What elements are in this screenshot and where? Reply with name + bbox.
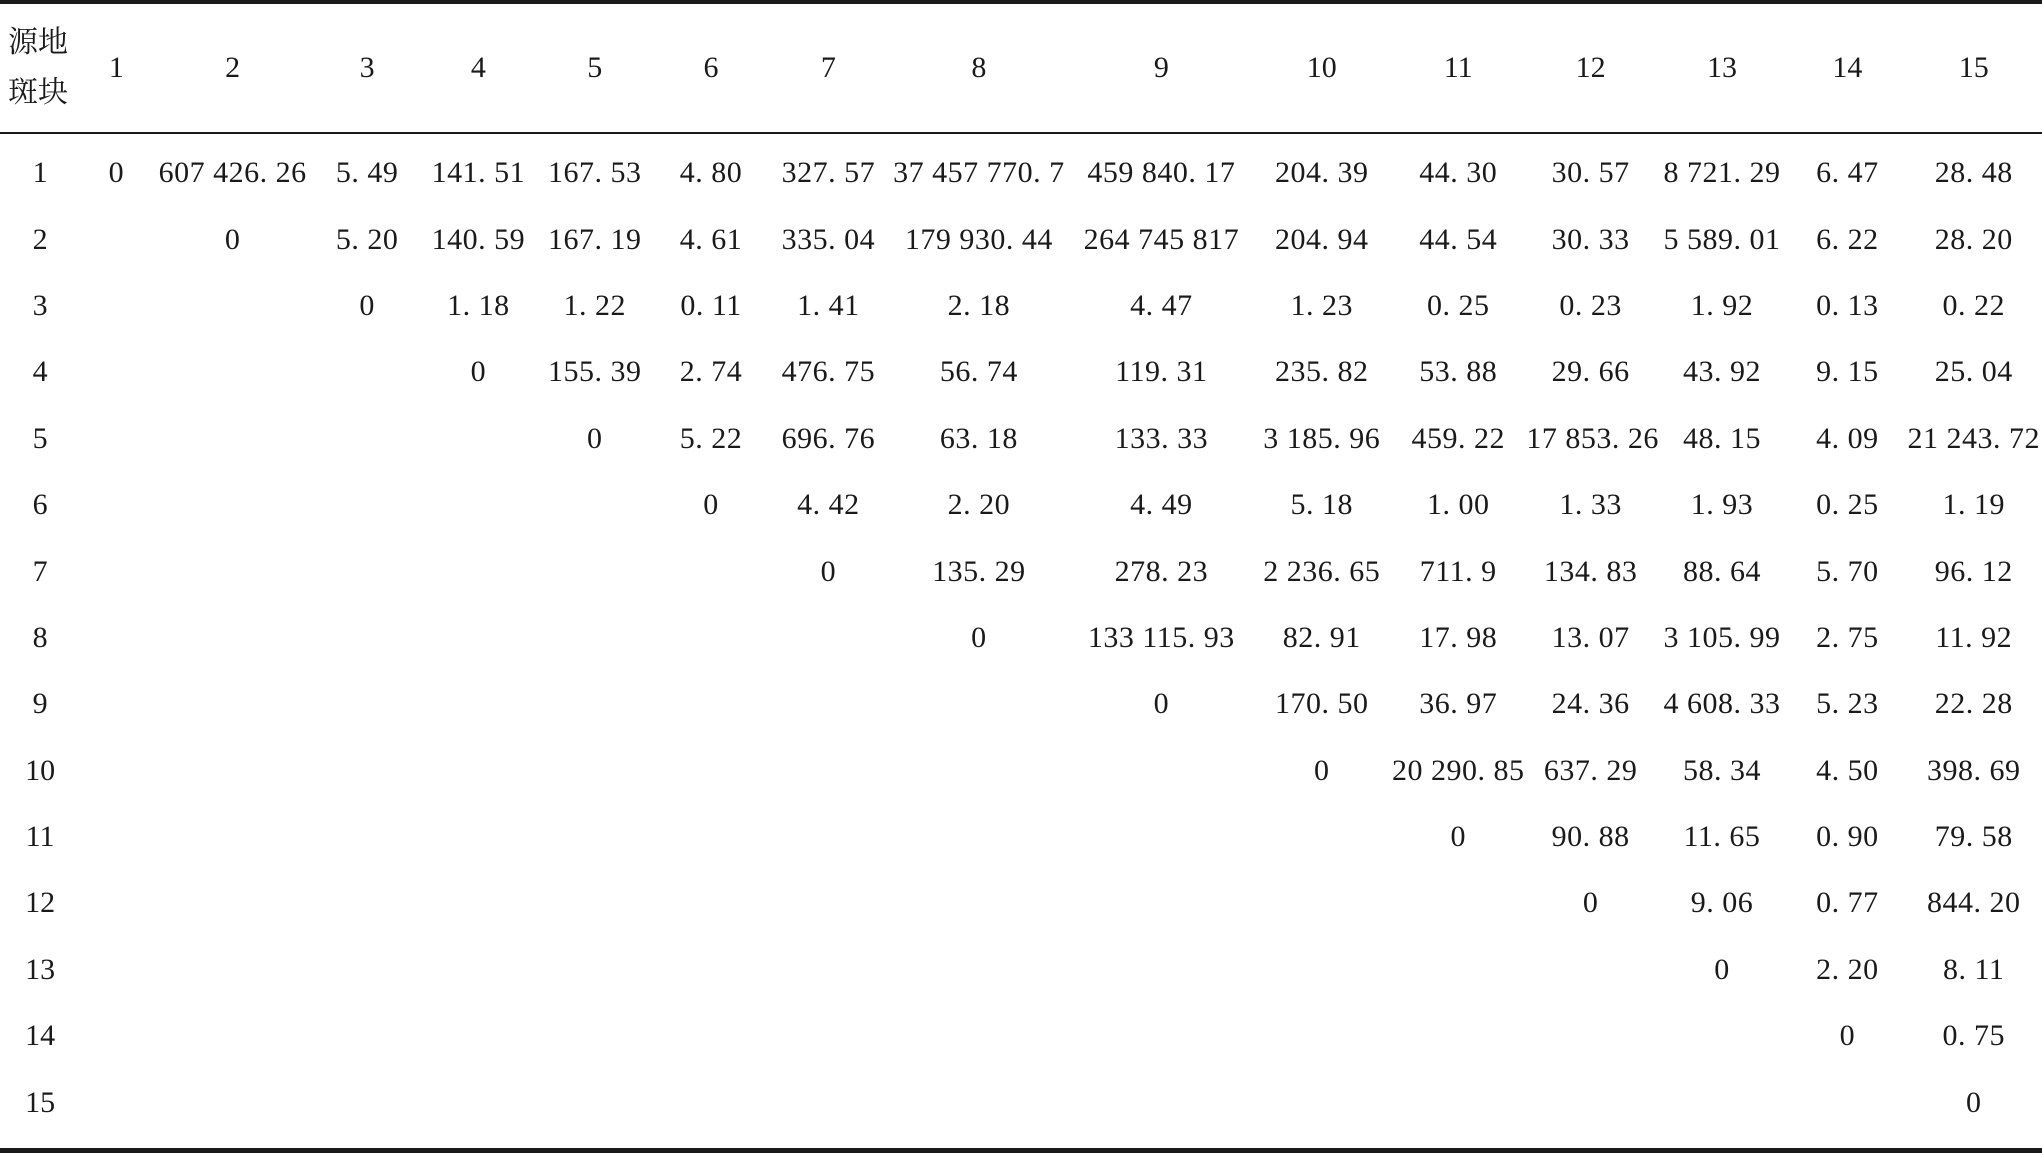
table-cell: 170. 50 xyxy=(1275,687,1369,721)
table-cell xyxy=(654,738,768,804)
table-cell: 134. 83 xyxy=(1543,554,1638,588)
table-cell xyxy=(152,538,312,604)
table-cell: 0 xyxy=(1314,753,1330,787)
table-cell xyxy=(80,605,152,671)
table-cell: 2 236. 65 xyxy=(1263,554,1381,588)
table-cell xyxy=(768,671,888,737)
table-cell: 0 xyxy=(971,620,987,654)
table-cell: 0. 75 xyxy=(1942,1019,2005,1053)
table-cell xyxy=(421,406,535,472)
table-cell xyxy=(80,273,152,339)
table-cell: 0. 23 xyxy=(1559,288,1622,322)
table-cell: 4. 42 xyxy=(797,488,860,522)
table-cell xyxy=(768,937,888,1003)
table-cell xyxy=(152,605,312,671)
row-label: 8 xyxy=(32,620,48,654)
table-cell xyxy=(536,937,654,1003)
table-cell xyxy=(80,671,152,737)
table-cell xyxy=(1390,937,1526,1003)
table-cell: 4. 47 xyxy=(1130,288,1193,322)
table-cell xyxy=(421,738,535,804)
table-cell: 44. 54 xyxy=(1419,222,1498,256)
table-cell xyxy=(768,870,888,936)
table-cell xyxy=(536,870,654,936)
table-cell xyxy=(768,804,888,870)
table-cell xyxy=(313,870,421,936)
row-label: 11 xyxy=(25,820,55,854)
table-cell xyxy=(536,1069,654,1135)
table-cell: 1. 41 xyxy=(797,288,860,322)
table-cell: 179 930. 44 xyxy=(904,222,1053,256)
table-cell: 0 xyxy=(1714,952,1730,986)
table-cell: 58. 34 xyxy=(1682,753,1761,787)
table-cell: 56. 74 xyxy=(939,355,1018,389)
table-cell xyxy=(80,406,152,472)
table-cell: 0. 90 xyxy=(1816,820,1879,854)
table-cell: 28. 20 xyxy=(1934,222,2013,256)
table-cell: 11. 65 xyxy=(1683,820,1761,854)
table-cell xyxy=(536,605,654,671)
table-cell: 1. 92 xyxy=(1690,288,1754,322)
column-header: 3 xyxy=(359,51,375,84)
table-cell: 11. 92 xyxy=(1935,620,2013,654)
table-cell xyxy=(889,1069,1070,1135)
table-cell: 2. 20 xyxy=(947,488,1011,522)
table-cell: 79. 58 xyxy=(1934,820,2013,854)
table-cell xyxy=(768,605,888,671)
table-cell xyxy=(1069,870,1254,936)
table-cell: 204. 94 xyxy=(1275,222,1369,256)
table-cell xyxy=(313,339,421,405)
table-cell: 3 105. 99 xyxy=(1663,620,1781,654)
table-cell xyxy=(1254,937,1390,1003)
table-cell: 0. 25 xyxy=(1816,488,1879,522)
table-cell: 44. 30 xyxy=(1419,156,1498,190)
table-cell: 119. 31 xyxy=(1115,355,1208,389)
table-cell: 13. 07 xyxy=(1551,620,1630,654)
table-cell xyxy=(421,870,535,936)
row-label: 10 xyxy=(25,753,56,787)
table-cell: 5. 18 xyxy=(1290,488,1354,522)
resistance-matrix-table xyxy=(0,4,2042,1136)
table-cell: 0. 22 xyxy=(1942,288,2005,322)
table-cell: 264 745 817 xyxy=(1083,222,1240,256)
table-cell: 48. 15 xyxy=(1682,421,1761,455)
table-cell: 5. 70 xyxy=(1816,554,1879,588)
table-cell: 140. 59 xyxy=(431,222,526,256)
row-label: 12 xyxy=(25,886,56,920)
table-cell: 88. 64 xyxy=(1682,554,1761,588)
table-cell xyxy=(654,538,768,604)
table-cell xyxy=(80,1003,152,1069)
table-cell: 5. 22 xyxy=(679,421,743,455)
table-cell: 1. 19 xyxy=(1942,488,2005,522)
row-label: 2 xyxy=(32,222,48,256)
table-cell xyxy=(768,1003,888,1069)
table-cell: 141. 51 xyxy=(431,156,526,190)
table-cell: 0 xyxy=(108,156,125,190)
row-label: 9 xyxy=(32,687,48,721)
table-cell xyxy=(313,538,421,604)
table-cell xyxy=(80,870,152,936)
table-cell: 696. 76 xyxy=(781,421,876,455)
table-cell: 1. 18 xyxy=(447,288,510,322)
row-label: 13 xyxy=(25,952,56,986)
table-cell xyxy=(1526,1069,1654,1135)
table-cell: 96. 12 xyxy=(1934,554,2013,588)
column-header: 8 xyxy=(971,51,987,84)
table-cell: 43. 92 xyxy=(1682,355,1761,389)
corner-bottom-label: 斑块 xyxy=(8,75,68,110)
table-cell xyxy=(152,870,312,936)
row-label: 6 xyxy=(32,488,48,522)
table-cell: 0 xyxy=(1965,1085,1982,1119)
row-label: 7 xyxy=(32,554,48,588)
table-cell: 30. 33 xyxy=(1551,222,1630,256)
table-row xyxy=(0,273,2042,339)
header-row xyxy=(0,4,2042,132)
table-cell xyxy=(313,937,421,1003)
table-cell: 5. 49 xyxy=(335,156,399,190)
table-cell xyxy=(1069,804,1254,870)
table-cell: 2. 18 xyxy=(947,288,1011,322)
table-cell: 36. 97 xyxy=(1419,687,1498,721)
table-cell: 0 xyxy=(1153,687,1170,721)
table-cell: 0 xyxy=(470,355,487,389)
table-cell: 8. 11 xyxy=(1943,952,2005,986)
table-cell: 6. 22 xyxy=(1816,222,1879,256)
table-cell xyxy=(313,406,421,472)
table-cell xyxy=(152,273,312,339)
column-header: 15 xyxy=(1958,51,1989,84)
table-cell: 4. 09 xyxy=(1816,421,1879,455)
table-cell xyxy=(313,472,421,538)
table-cell xyxy=(152,738,312,804)
table-cell xyxy=(536,738,654,804)
table-cell xyxy=(1390,1069,1526,1135)
table-row xyxy=(0,1003,2042,1069)
table-cell xyxy=(654,1069,768,1135)
table-cell: 459 840. 17 xyxy=(1087,156,1236,190)
table-cell: 0. 11 xyxy=(680,288,742,322)
table-cell xyxy=(1069,937,1254,1003)
table-cell xyxy=(889,937,1070,1003)
table-cell xyxy=(1069,1069,1254,1135)
table-cell xyxy=(889,1003,1070,1069)
table-row xyxy=(0,870,2042,936)
table-cell: 476. 75 xyxy=(781,355,876,389)
table-cell: 2. 20 xyxy=(1816,952,1879,986)
table-cell xyxy=(654,804,768,870)
table-cell xyxy=(313,1003,421,1069)
table-cell xyxy=(80,738,152,804)
table-cell: 5 589. 01 xyxy=(1663,222,1781,256)
table-cell: 9. 15 xyxy=(1816,355,1879,389)
table-cell: 0. 77 xyxy=(1816,886,1879,920)
table-cell xyxy=(1390,870,1526,936)
table-cell: 278. 23 xyxy=(1114,554,1209,588)
table-cell: 167. 53 xyxy=(547,156,642,190)
table-cell xyxy=(152,671,312,737)
corner-header xyxy=(0,4,80,132)
table-cell: 4. 80 xyxy=(679,156,743,190)
table-cell: 9. 06 xyxy=(1690,886,1754,920)
table-cell: 0 xyxy=(1839,1019,1856,1053)
table-cell: 155. 39 xyxy=(547,355,642,389)
bottom-rule xyxy=(0,1148,2042,1153)
table-cell xyxy=(80,937,152,1003)
table-cell: 335. 04 xyxy=(781,222,876,256)
table-cell: 1. 22 xyxy=(563,288,626,322)
column-header: 5 xyxy=(587,51,603,84)
table-cell: 0 xyxy=(1582,886,1599,920)
table-row xyxy=(0,538,2042,604)
corner-top-label: 源地 xyxy=(8,25,68,60)
table-cell xyxy=(421,1069,535,1135)
table-cell: 0. 25 xyxy=(1426,288,1490,322)
table-cell xyxy=(313,804,421,870)
table-row xyxy=(0,804,2042,870)
table-cell: 8 721. 29 xyxy=(1663,156,1781,190)
table-cell xyxy=(654,937,768,1003)
column-header: 11 xyxy=(1443,51,1473,84)
table-row xyxy=(0,937,2042,1003)
table-cell: 0 xyxy=(703,488,719,522)
table-row xyxy=(0,406,2042,472)
table-cell xyxy=(80,206,152,272)
table-cell xyxy=(1526,1003,1654,1069)
table-cell: 0 xyxy=(224,222,241,256)
table-cell: 133. 33 xyxy=(1114,421,1209,455)
table-cell xyxy=(889,738,1070,804)
table-row xyxy=(0,132,2042,206)
table-cell xyxy=(536,472,654,538)
table-cell: 53. 88 xyxy=(1419,355,1498,389)
table-cell: 1. 33 xyxy=(1559,488,1622,522)
table-cell: 28. 48 xyxy=(1934,156,2013,190)
table-cell xyxy=(1526,937,1654,1003)
table-cell: 0 xyxy=(359,288,375,322)
table-cell xyxy=(152,339,312,405)
column-header: 14 xyxy=(1832,51,1863,84)
table-row xyxy=(0,605,2042,671)
table-cell xyxy=(1655,1069,1789,1135)
table-cell xyxy=(152,937,312,1003)
table-cell: 37 457 770. 7 xyxy=(893,156,1065,190)
row-label: 1 xyxy=(32,156,48,190)
table-cell: 398. 69 xyxy=(1926,753,2021,787)
table-cell: 5. 20 xyxy=(335,222,399,256)
column-header: 10 xyxy=(1306,51,1337,84)
table-cell xyxy=(421,538,535,604)
table-cell xyxy=(152,804,312,870)
table-cell xyxy=(152,472,312,538)
table-cell: 90. 88 xyxy=(1551,820,1630,854)
table-cell: 4 608. 33 xyxy=(1663,687,1781,721)
table-row xyxy=(0,738,2042,804)
table-cell xyxy=(80,1069,152,1135)
table-cell: 637. 29 xyxy=(1543,753,1638,787)
table-cell: 711. 9 xyxy=(1419,554,1497,588)
table-cell: 2. 74 xyxy=(679,355,743,389)
row-label: 3 xyxy=(32,288,48,322)
table-row xyxy=(0,472,2042,538)
table-cell: 1. 93 xyxy=(1690,488,1754,522)
table-cell xyxy=(80,339,152,405)
table-cell: 4. 49 xyxy=(1130,488,1193,522)
table-cell xyxy=(1789,1069,1905,1135)
table-cell xyxy=(536,1003,654,1069)
table-cell xyxy=(1069,1003,1254,1069)
table-cell: 63. 18 xyxy=(939,421,1018,455)
table-cell: 459. 22 xyxy=(1411,421,1505,455)
table-cell xyxy=(889,804,1070,870)
table-cell xyxy=(421,804,535,870)
column-header: 4 xyxy=(470,51,486,84)
table-cell xyxy=(421,1003,535,1069)
table-cell xyxy=(768,738,888,804)
table-cell xyxy=(313,1069,421,1135)
table-cell xyxy=(1254,1003,1390,1069)
table-cell: 3 185. 96 xyxy=(1263,421,1381,455)
table-cell: 0 xyxy=(820,554,837,588)
table-cell: 21 243. 72 xyxy=(1907,421,2040,455)
table-cell xyxy=(654,671,768,737)
table-cell: 0 xyxy=(1450,820,1466,854)
column-header: 1 xyxy=(108,51,124,84)
column-header: 2 xyxy=(225,51,241,84)
table-cell: 30. 57 xyxy=(1551,156,1630,190)
table-cell: 167. 19 xyxy=(547,222,642,256)
table-cell: 17 853. 26 xyxy=(1526,421,1659,455)
table-cell: 235. 82 xyxy=(1275,355,1369,389)
table-cell xyxy=(421,671,535,737)
table-cell xyxy=(80,538,152,604)
table-cell: 25. 04 xyxy=(1934,355,2013,389)
row-label: 4 xyxy=(32,355,48,389)
table-cell: 29. 66 xyxy=(1551,355,1630,389)
table-cell xyxy=(313,671,421,737)
table-cell xyxy=(152,1069,312,1135)
table-cell: 6. 47 xyxy=(1816,156,1879,190)
table-cell xyxy=(536,538,654,604)
table-row xyxy=(0,206,2042,272)
table-cell: 4. 61 xyxy=(679,222,743,256)
table-cell xyxy=(313,738,421,804)
table-cell: 0 xyxy=(586,421,603,455)
table-cell xyxy=(654,605,768,671)
table-cell: 17. 98 xyxy=(1419,620,1498,654)
table-cell xyxy=(1254,870,1390,936)
table-cell xyxy=(421,937,535,1003)
table-cell: 1. 23 xyxy=(1290,288,1354,322)
table-cell xyxy=(1655,1003,1789,1069)
table-cell: 5. 23 xyxy=(1816,687,1879,721)
table-cell xyxy=(421,472,535,538)
table-cell xyxy=(152,406,312,472)
table-cell xyxy=(889,870,1070,936)
table-cell: 327. 57 xyxy=(781,156,876,190)
table-cell xyxy=(1254,1069,1390,1135)
table-cell xyxy=(1390,1003,1526,1069)
row-label: 15 xyxy=(25,1085,56,1119)
table-cell xyxy=(80,472,152,538)
table-cell: 20 290. 85 xyxy=(1391,753,1525,787)
table-row xyxy=(0,1069,2042,1135)
table-cell xyxy=(1254,804,1390,870)
table-body xyxy=(0,132,2042,1136)
table-cell xyxy=(313,605,421,671)
column-header: 6 xyxy=(703,51,719,84)
table-cell xyxy=(421,605,535,671)
column-header: 7 xyxy=(820,51,836,84)
table-cell xyxy=(1069,738,1254,804)
table-cell xyxy=(536,804,654,870)
table-cell: 4. 50 xyxy=(1816,753,1879,787)
table-cell: 0. 13 xyxy=(1816,288,1879,322)
table-cell xyxy=(536,671,654,737)
table-cell: 607 426. 26 xyxy=(158,156,307,190)
column-header: 9 xyxy=(1153,51,1169,84)
table-cell xyxy=(654,1003,768,1069)
table-cell: 2. 75 xyxy=(1816,620,1879,654)
table-cell: 844. 20 xyxy=(1926,886,2021,920)
table-cell: 133 115. 93 xyxy=(1087,620,1235,654)
row-label: 5 xyxy=(32,421,48,455)
table-cell: 1. 00 xyxy=(1426,488,1490,522)
table-cell: 82. 91 xyxy=(1282,620,1361,654)
table-cell xyxy=(889,671,1070,737)
table-cell: 135. 29 xyxy=(932,554,1026,588)
table-cell xyxy=(80,804,152,870)
table-cell xyxy=(152,1003,312,1069)
table-row xyxy=(0,671,2042,737)
table-row xyxy=(0,339,2042,405)
table-cell: 24. 36 xyxy=(1551,687,1630,721)
row-label: 14 xyxy=(25,1019,56,1053)
table-cell xyxy=(768,1069,888,1135)
column-header: 12 xyxy=(1575,51,1606,84)
table-cell: 22. 28 xyxy=(1934,687,2013,721)
table-cell xyxy=(654,870,768,936)
table-cell: 204. 39 xyxy=(1275,156,1369,190)
column-header: 13 xyxy=(1706,51,1737,84)
